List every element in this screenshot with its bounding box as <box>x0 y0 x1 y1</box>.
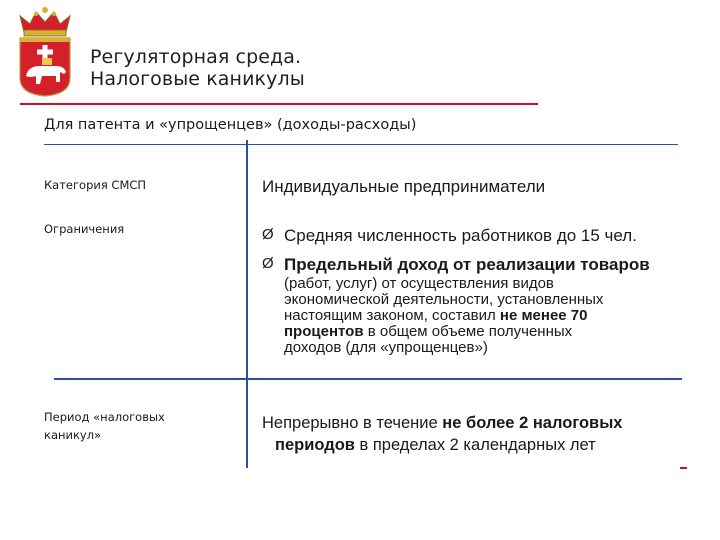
detail-line-3 <box>284 308 684 324</box>
limits-label: Ограничения <box>44 222 125 236</box>
detail-line-3-bold: не менее 70 <box>499 307 588 324</box>
limit-2-heading: Предельный доход от реализации товаров <box>284 255 650 274</box>
period-bold-1: не более 2 налоговых <box>442 414 623 432</box>
bullet-arrow-icon: Ø <box>262 255 274 272</box>
detail-line-2: экономической деятельности, установленных <box>284 291 604 308</box>
crown-icon <box>20 7 70 36</box>
page-title-line-2: Налоговые каникулы <box>90 68 305 90</box>
bullet-arrow-icon: Ø <box>262 226 274 243</box>
category-label: Категория СМСП <box>44 178 147 192</box>
accent-mark <box>680 467 687 469</box>
period-line-2 <box>262 434 682 456</box>
detail-line-5: доходов (для «упрощенцев») <box>284 339 488 356</box>
detail-line-4 <box>284 324 684 340</box>
table-row-divider <box>54 378 682 380</box>
period-text-end: в пределах 2 календарных лет <box>354 436 596 454</box>
page-title-line-1: Регуляторная среда. <box>90 46 302 68</box>
detail-line-1: (работ, услуг) от осуществления видов <box>284 275 554 292</box>
detail-line-3-text: настоящим законом, составил <box>284 307 500 324</box>
table-column-divider <box>246 140 248 468</box>
period-value <box>262 412 682 456</box>
subtitle: Для патента и «упрощенцев» (доходы-расходы) <box>44 117 417 133</box>
period-bold-2: периодов <box>275 436 355 454</box>
detail-line-4-bold: процентов <box>284 323 364 340</box>
period-label: Период «налоговых каникул» <box>44 410 165 442</box>
period-text-start: Непрерывно в течение <box>262 414 443 432</box>
title-underline <box>20 103 538 105</box>
table-top-rule <box>44 144 678 145</box>
category-value: Индивидуальные предприниматели <box>262 177 546 196</box>
limit-2-detail <box>284 276 684 356</box>
perm-krai-coat-of-arms <box>14 6 76 98</box>
limit-1-text: Средняя численность работников до 15 чел. <box>284 226 637 245</box>
detail-line-4-text: в общем объеме полученных <box>363 323 573 340</box>
